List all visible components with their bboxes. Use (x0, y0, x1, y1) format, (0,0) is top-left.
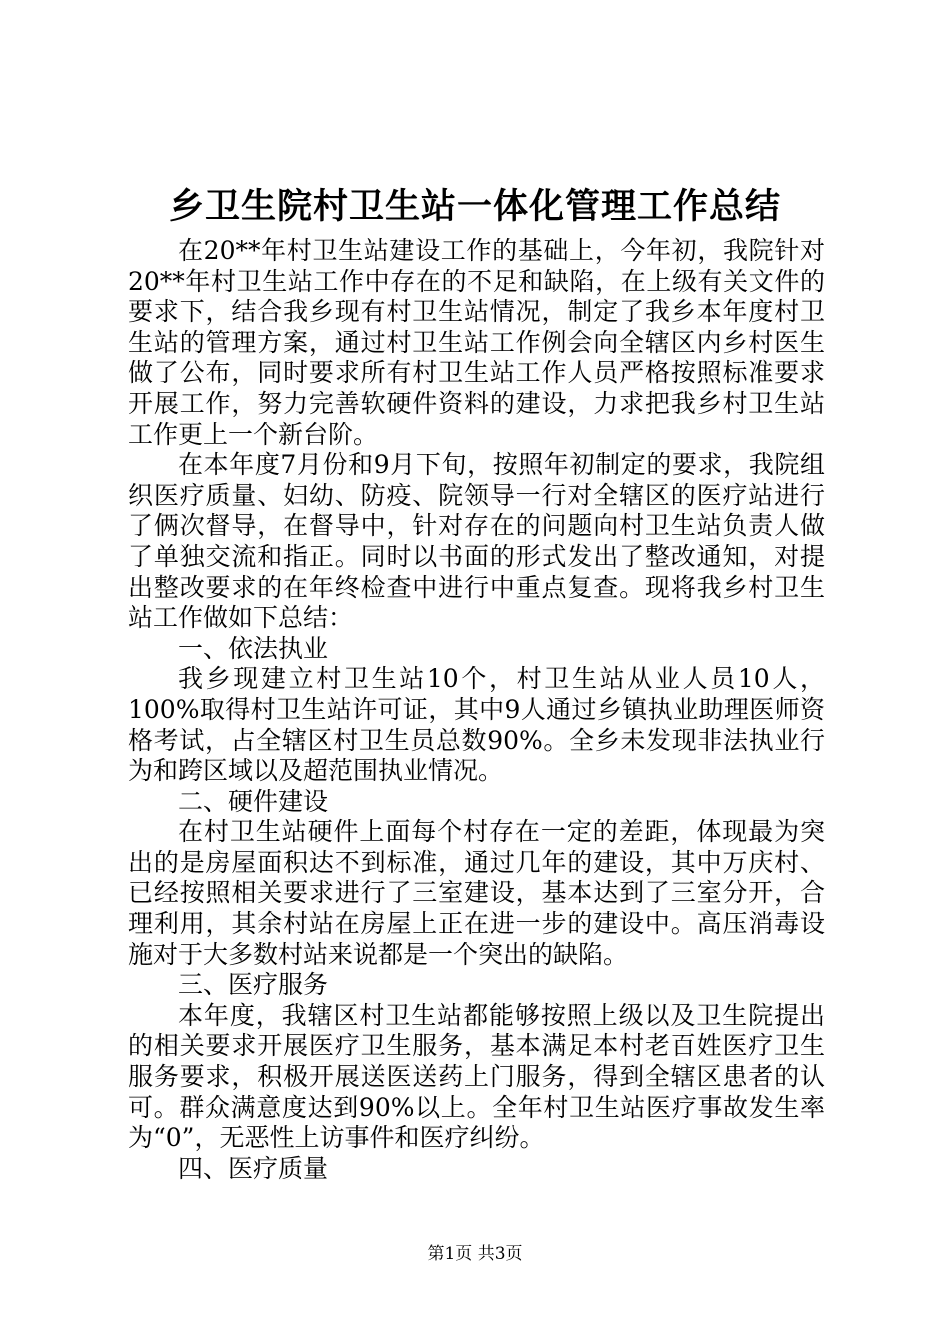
section-heading-medical-quality: 四、医疗质量 (178, 1153, 329, 1183)
page-footer: 第1页 共3页 (427, 1244, 523, 1264)
section-heading-hardware: 二、硬件建设 (178, 786, 329, 816)
document-body (128, 236, 825, 1184)
paragraph-intro: 在20**年村卫生站建设工作的基础上，今年初，我院针对20**年村卫生站工作中存在的不足和缺陷，在上级有关文件的要求下，结合我乡现有村卫生站情况，制定了我乡本年度村卫生站的管理方案，通过村卫生站工作例会向全辖区内乡村医生做了公布，同时要求所有村卫生站工作人员严格按照标准要求开展工作，努力完善软硬件资料的建设，力求把我乡村卫生站工作更上一个新台阶。 (128, 236, 825, 449)
paragraph-medical-service: 本年度，我辖区村卫生站都能够按照上级以及卫生院提出的相关要求开展医疗卫生服务，基本满足本村老百姓医疗卫生服务要求，积极开展送医送药上门服务，得到全辖区患者的认可。群众满意度达到90%以上。全年村卫生站医疗事故发生率为“0”，无恶性上访事件和医疗纠纷。 (128, 1000, 825, 1153)
paragraph-hardware: 在村卫生站硬件上面每个村存在一定的差距，体现最为突出的是房屋面积达不到标准，通过几年的建设，其中万庆村、已经按照相关要求进行了三室建设，基本达到了三室分开，合理利用，其余村站在房屋上正在进一步的建设中。高压消毒设施对于大多数村站来说都是一个突出的缺陷。 (128, 817, 825, 969)
section-heading-medical-service: 三、医疗服务 (178, 970, 329, 1000)
document-title: 乡卫生院村卫生站一体化管理工作总结 (168, 186, 781, 227)
paragraph-inspection: 在本年度7月份和9月下旬，按照年初制定的要求，我院组织医疗质量、妇幼、防疫、院领导一行对全辖区的医疗站进行了俩次督导，在督导中，针对存在的问题向村卫生站负责人做了单独交流和指正。同时以书面的形式发出了整改通知，对提出整改要求的在年终检查中进行中重点复查。现将我乡村卫生站工作做如下总结： (128, 450, 825, 633)
paragraph-legal-practice: 我乡现建立村卫生站10个，村卫生站从业人员10人，100%取得村卫生站许可证，其中9人通过乡镇执业助理医师资格考试，占全辖区村卫生员总数90%。全乡未发现非法执业行为和跨区域以及超范围执业情况。 (128, 664, 825, 786)
section-heading-legal-practice: 一、依法执业 (178, 633, 329, 663)
